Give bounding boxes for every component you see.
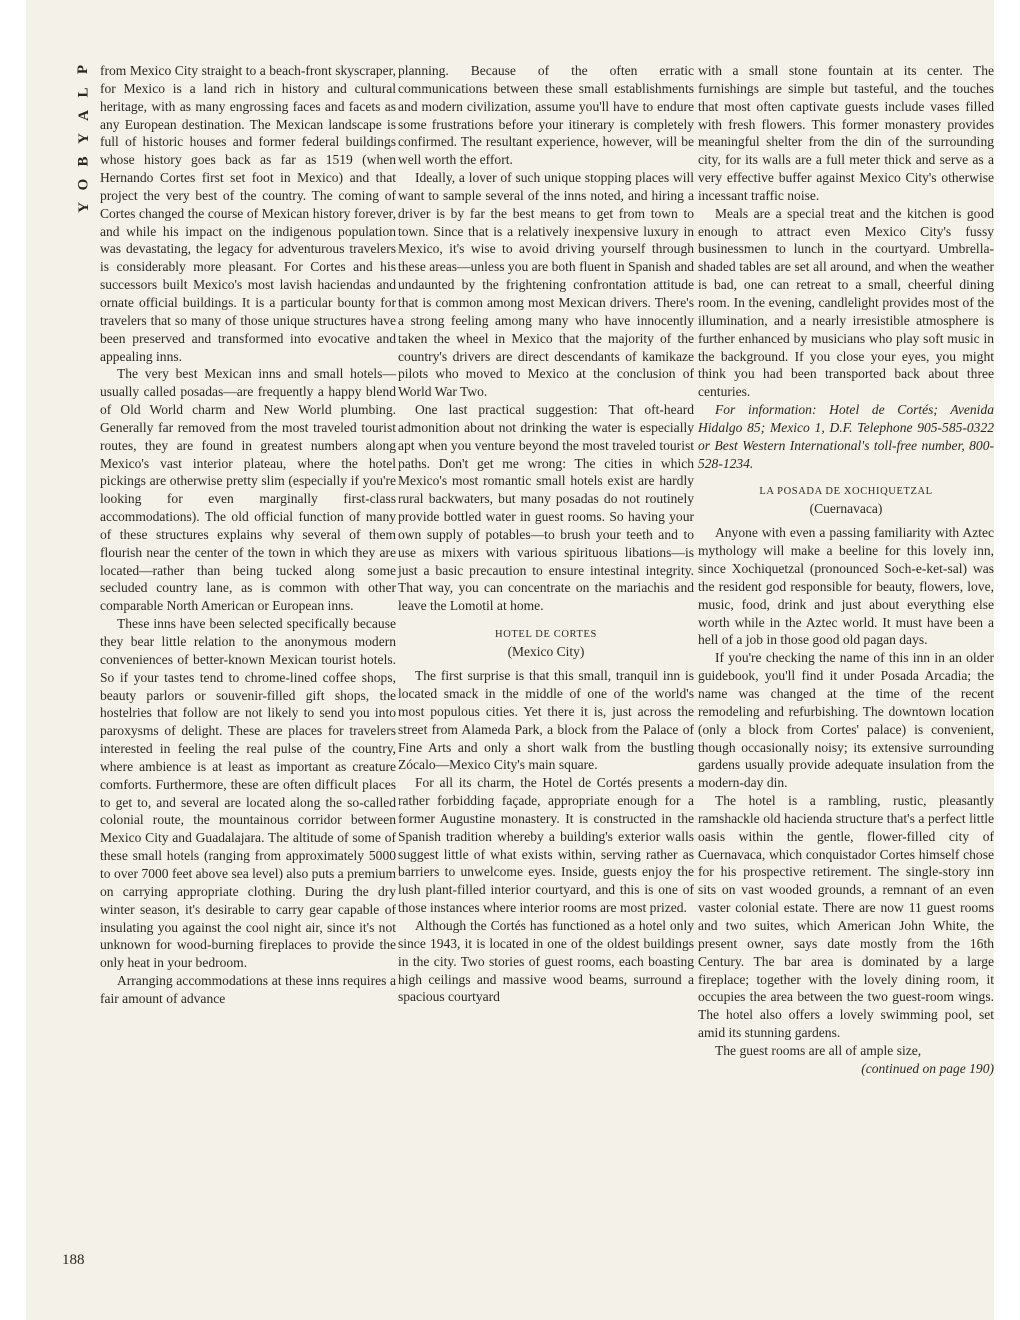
section-heading: LA POSADA DE XOCHIQUETZAL — [759, 486, 933, 498]
sidebar-letter: P — [75, 64, 92, 75]
sidebar-letter: L — [75, 87, 92, 98]
paragraph: Meals are a special treat and the kitchen is good enough to attract even Mexico City's fussy businessmen to lunch in the courtyard. Umbrella-shaded tables are set all around, and when the weather is bad, one can retreat to a small, cheerful dining room. In the evening, candlelight provides most of the illumination, and a nearly irresistible atmosphere is further enhanced by musicians who play soft music in the background. If you close your eyes, you might think you had been transported back about three centuries. — [698, 205, 994, 400]
continued-note: (continued on page 190) — [861, 1060, 994, 1076]
paragraph: Anyone with even a passing familiarity with Aztec mythology will make a beeline for this lovely inn, since Xochiquetzal (pronounced Soch-e-ket-sal) was the resident god responsible for beauty, flowers, love, music, food, drink and just about everything else worth while in the Aztec world. It must have been a hell of a job in those good old pagan days. — [698, 525, 994, 648]
paragraph: One last practical suggestion: That oft-heard admonition about not drinking the water is especially apt when you venture beyond the most traveled tourist paths. Don't get me wrong: The cities in which Mexico's most romantic small hotels exist are hardly rural backwaters, but many posadas do not routinely provide bottled water in guest rooms. So having your own supply of potables—to brush your teeth and to use as mixers with various spirituous libations—is just a basic precaution to ensure intestinal integrity. That way, you can concentrate on the mariachis and leave the Lomotil at home. — [398, 402, 694, 614]
column-3 — [698, 62, 994, 1078]
sidebar-letter: Y — [75, 202, 92, 213]
paragraph: from Mexico City straight to a beach-front skyscraper, for Mexico is a land rich in history and cultural heritage, with as many engrossing faces and facets as any European destination. The Mexican landscape is full of historic houses and former federal buildings whose history goes back as far as 1519 (when Hernando Cortes first set foot in Mexico) and that project the very best of the country. The coming of Cortes changed the course of Mexican history forever, and while his impact on the indigenous population was devastating, the legacy for adventurous travelers is considerably more pleasant. For Cortes and his successors built Mexico's most lavish haciendas and ornate official buildings. It is a particular bounty for travelers that so many of those unique structures have been preserved and transformed into evocative and appealing inns. — [100, 63, 396, 364]
paragraph: with a small stone fountain at its center. The furnishings are simple but tasteful, and the touches that most often captivate guests include vases filled with fresh flowers. This former monastery provides meaningful shelter from the din of the surrounding city, for its walls are a full meter thick and serve as a very effective buffer against Mexico City's otherwise incessant traffic noise. — [698, 63, 994, 203]
paragraph: Arranging accommodations at these inns requires a fair amount of advance — [100, 973, 396, 1006]
paragraph: If you're checking the name of this inn in an older guidebook, you'll find it under Posada Arcadia; the name was changed at the time of the recent remodeling and refurbishing. The downtown location (only a block from Cortes' palace) is convenient, though occasionally noisy; its extensive surrounding gardens usually provide adequate insulation from the modern-day din. — [698, 650, 994, 791]
section-heading: HOTEL DE CORTES — [495, 629, 597, 641]
section-location: (Cuernavaca) — [809, 501, 883, 517]
paragraph: The very best Mexican inns and small hotels—usually called posadas—are frequently a happy blend of Old World charm and New World plumbing. Generally far removed from the most traveled tourist routes, they are found in greatest numbers along Mexico's vast interior plateau, where the hotel pickings are otherwise pretty slim (especially if you're looking for even marginally first-class accommodations). The old official function of many of these structures explains why several of them flourish near the center of the town in which they are located—rather than being tucked along some secluded country lane, as is common with other comparable North American or European inns. — [100, 366, 396, 614]
paragraph: The first surprise is that this small, tranquil inn is located smack in the middle of one of the world's most populous cities. Yet there it is, just across the street from Alameda Park, a block from the Palace of Fine Arts and only a short walk from the bustling Zócalo—Mexico City's main square. — [398, 668, 694, 773]
paragraph: The hotel is a rambling, rustic, pleasantly ramshackle old hacienda structure that's a perfect little oasis within the gentle, flower-filled city of Cuernavaca, which conquistador Cortes himself chose for his prospective retirement. The single-story inn sits on vast wooded grounds, a remnant of an even vaster colonial estate. There are now 11 guest rooms and two suites, which American John White, the present owner, says date mostly from the 16th Century. The bar area is dominated by a large fireplace; together with the lovely dining room, it occupies the area between the two guest-room wings. The hotel also offers a lovely swimming pool, set amid its stunning gardens. — [698, 793, 994, 1041]
column-2 — [398, 62, 694, 1006]
sidebar-letter: O — [75, 178, 92, 191]
sidebar-letter: B — [75, 156, 92, 167]
magazine-name-vertical — [66, 58, 102, 219]
paragraph: planning. Because of the often erratic communications between these small establishments and modern civilization, assume you'll have to endure some frustrations before your itinerary is completely confirmed. The resultant experience, however, will be well worth the effort. — [398, 63, 694, 168]
paragraph: Ideally, a lover of such unique stopping places will want to sample several of the inns noted, and hiring a driver is by far the best means to get from town to town. Since that is a relatively inexpensive luxury in Mexico, it's wise to avoid driving yourself through these areas—unless you are both fluent in Spanish and undaunted by the frightening confrontation attitude that is common among most Mexican drivers. There's a strong feeling among many who have innocently taken the wheel in Mexico that the majority of the country's drivers are direct descendants of kamikaze pilots who moved to Mexico at the conclusion of World War Two. — [398, 170, 694, 400]
paragraph: For all its charm, the Hotel de Cortés presents a rather forbidding façade, appropriate enough for a former Augustine monastery. It is constructed in the Spanish tradition whereby a building's exterior walls suggest little of what exists within, serving rather as barriers to unwelcome eyes. Inside, guests enjoy the lush plant-filled interior courtyard, and this is one of those instances where interior rooms are most prized. — [398, 775, 694, 916]
page-number: 188 — [62, 1252, 85, 1268]
paragraph: Although the Cortés has functioned as a hotel only since 1943, it is located in one of the oldest buildings in the city. Two stories of guest rooms, each boasting high ceilings and massive wood beams, surround a spacious courtyard — [398, 917, 694, 1005]
sidebar-letter: Y — [75, 133, 92, 144]
magazine-page — [26, 0, 994, 1320]
section-location: (Mexico City) — [507, 644, 585, 660]
section-header-la-posada-de-xochiquetzal — [698, 484, 994, 517]
section-header-hotel-de-cortes — [398, 627, 694, 660]
info-paragraph: For information: Hotel de Cortés; Avenida Hidalgo 85; Mexico 1, D.F. Telephone 905-585-0322 or Best Western International's toll-free number, 800-528-1234. — [698, 402, 994, 471]
column-1 — [100, 62, 396, 1008]
paragraph: The guest rooms are all of ample size, — [715, 1042, 922, 1058]
sidebar-letter: A — [75, 110, 92, 121]
paragraph: These inns have been selected specifically because they bear little relation to the anonymous modern conveniences of better-known Mexican tourist hotels. So if your tastes tend to chrome-lined coffee shops, beauty parlors or souvenir-filled gift shops, the hostelries that follow are not likely to send you into paroxysms of delight. These are places for travelers interested in feeling the real pulse of the country, where ambience is at least as important as creature comforts. Furthermore, these are often difficult places to get to, and several are located along the so-called colonial route, the mountainous corridor between Mexico City and Guadalajara. The altitude of some of these small hotels (ranging from approximately 5000 to over 7000 feet above sea level) also puts a premium on carrying appropriate clothing. During the dry winter season, it's desirable to carry gear capable of insulating you against the cool night air, since it's not unknown for wood-burning fireplaces to provide the only heat in your bedroom. — [100, 616, 396, 971]
